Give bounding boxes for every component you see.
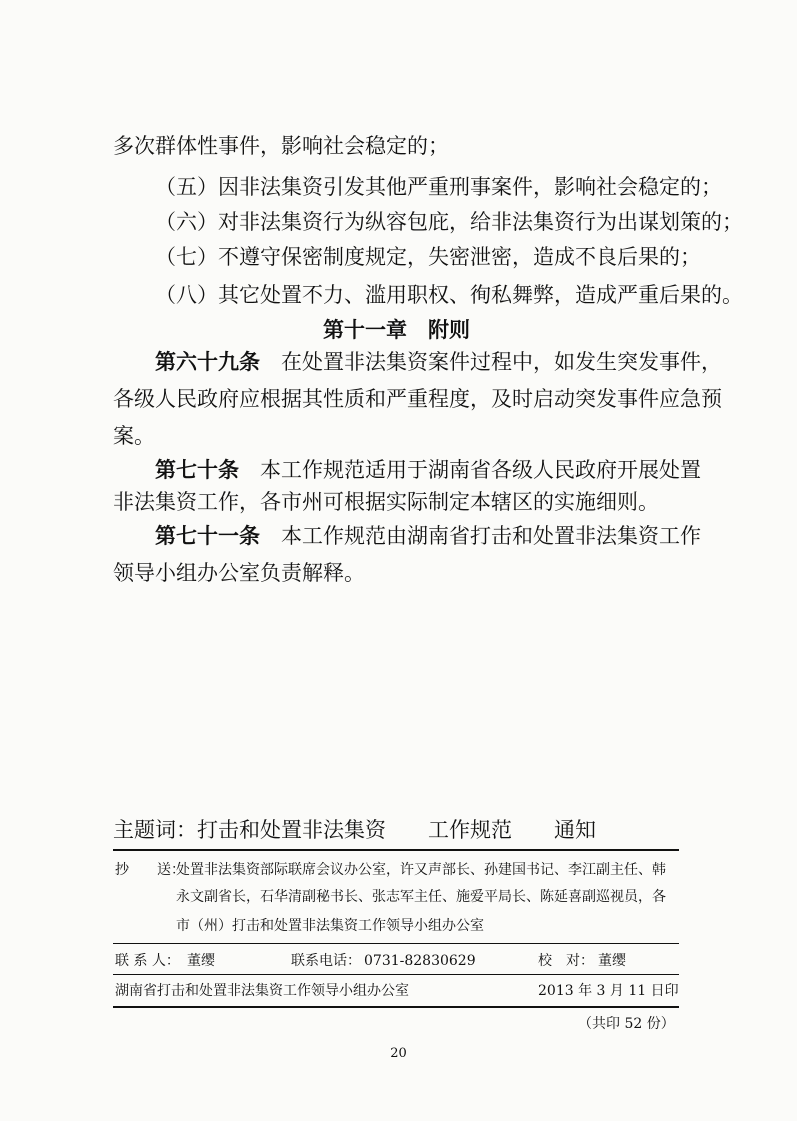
body-line: 案。 [113, 424, 155, 448]
article-text: 本工作规范适用于湖南省各级人民政府开展处置 [239, 458, 701, 482]
cc-line: 处置非法集资部际联席会议办公室，许又声部长、孙建国书记、李江副主任、韩 [176, 862, 666, 878]
cc-label: 抄 送： [115, 862, 185, 878]
body-line: 领导小组办公室负责解释。 [113, 561, 365, 585]
phone-label: 联系电话： [291, 953, 361, 969]
contact-label: 联 系 人： [115, 953, 180, 969]
article-label: 第六十九条 [155, 349, 260, 374]
print-date: 2013 年 3 月 11 日印 [538, 983, 679, 999]
subject-label: 主题词： [113, 818, 197, 842]
article-70 [155, 455, 701, 485]
issuer: 湖南省打击和处置非法集资工作领导小组办公室 [115, 983, 409, 999]
proof-name: 董缨 [598, 953, 626, 969]
subject-words [113, 815, 596, 845]
divider [113, 1006, 679, 1008]
divider [113, 974, 679, 975]
contact-name: 董缨 [187, 953, 215, 969]
chapter-title: 第十一章 附则 [323, 317, 470, 342]
body-line: （七）不遵守保密制度规定，失密泄密，造成不良后果的； [155, 245, 701, 269]
article-text: 本工作规范由湖南省打击和处置非法集资工作 [260, 524, 701, 548]
subject-terms: 打击和处置非法集资 工作规范 通知 [197, 818, 596, 842]
divider [113, 849, 679, 851]
body-line: （六）对非法集资行为纵容包庇，给非法集资行为出谋划策的； [155, 210, 743, 234]
cc-line: 市（州）打击和处置非法集资工作领导小组办公室 [176, 918, 484, 934]
page-number: 20 [390, 1046, 407, 1061]
proof-label: 校 对： [538, 953, 594, 969]
divider [113, 943, 679, 944]
article-label: 第七十一条 [155, 523, 260, 548]
phone-value: 0731-82830629 [364, 953, 476, 969]
body-line: 各级人民政府应根据其性质和严重程度，及时启动突发事件应急预 [113, 387, 722, 411]
article-69 [155, 347, 722, 377]
cc-line: 永文副省长，石华清副秘书长、张志军主任、施爱平局长、陈延喜副巡视员，各 [176, 889, 666, 905]
article-label: 第七十条 [155, 457, 239, 482]
article-text: 在处置非法集资案件过程中，如发生突发事件， [260, 350, 722, 374]
body-line: 非法集资工作，各市州可根据实际制定本辖区的实施细则。 [113, 490, 659, 514]
body-line: （八）其它处置不力、滥用职权、徇私舞弊，造成严重后果的。 [155, 283, 743, 307]
article-71 [155, 521, 701, 551]
body-line: 多次群体性事件，影响社会稳定的； [113, 134, 449, 158]
copies-count: （共印 52 份） [578, 1016, 675, 1032]
body-line: （五）因非法集资引发其他严重刑事案件，影响社会稳定的； [155, 175, 722, 199]
